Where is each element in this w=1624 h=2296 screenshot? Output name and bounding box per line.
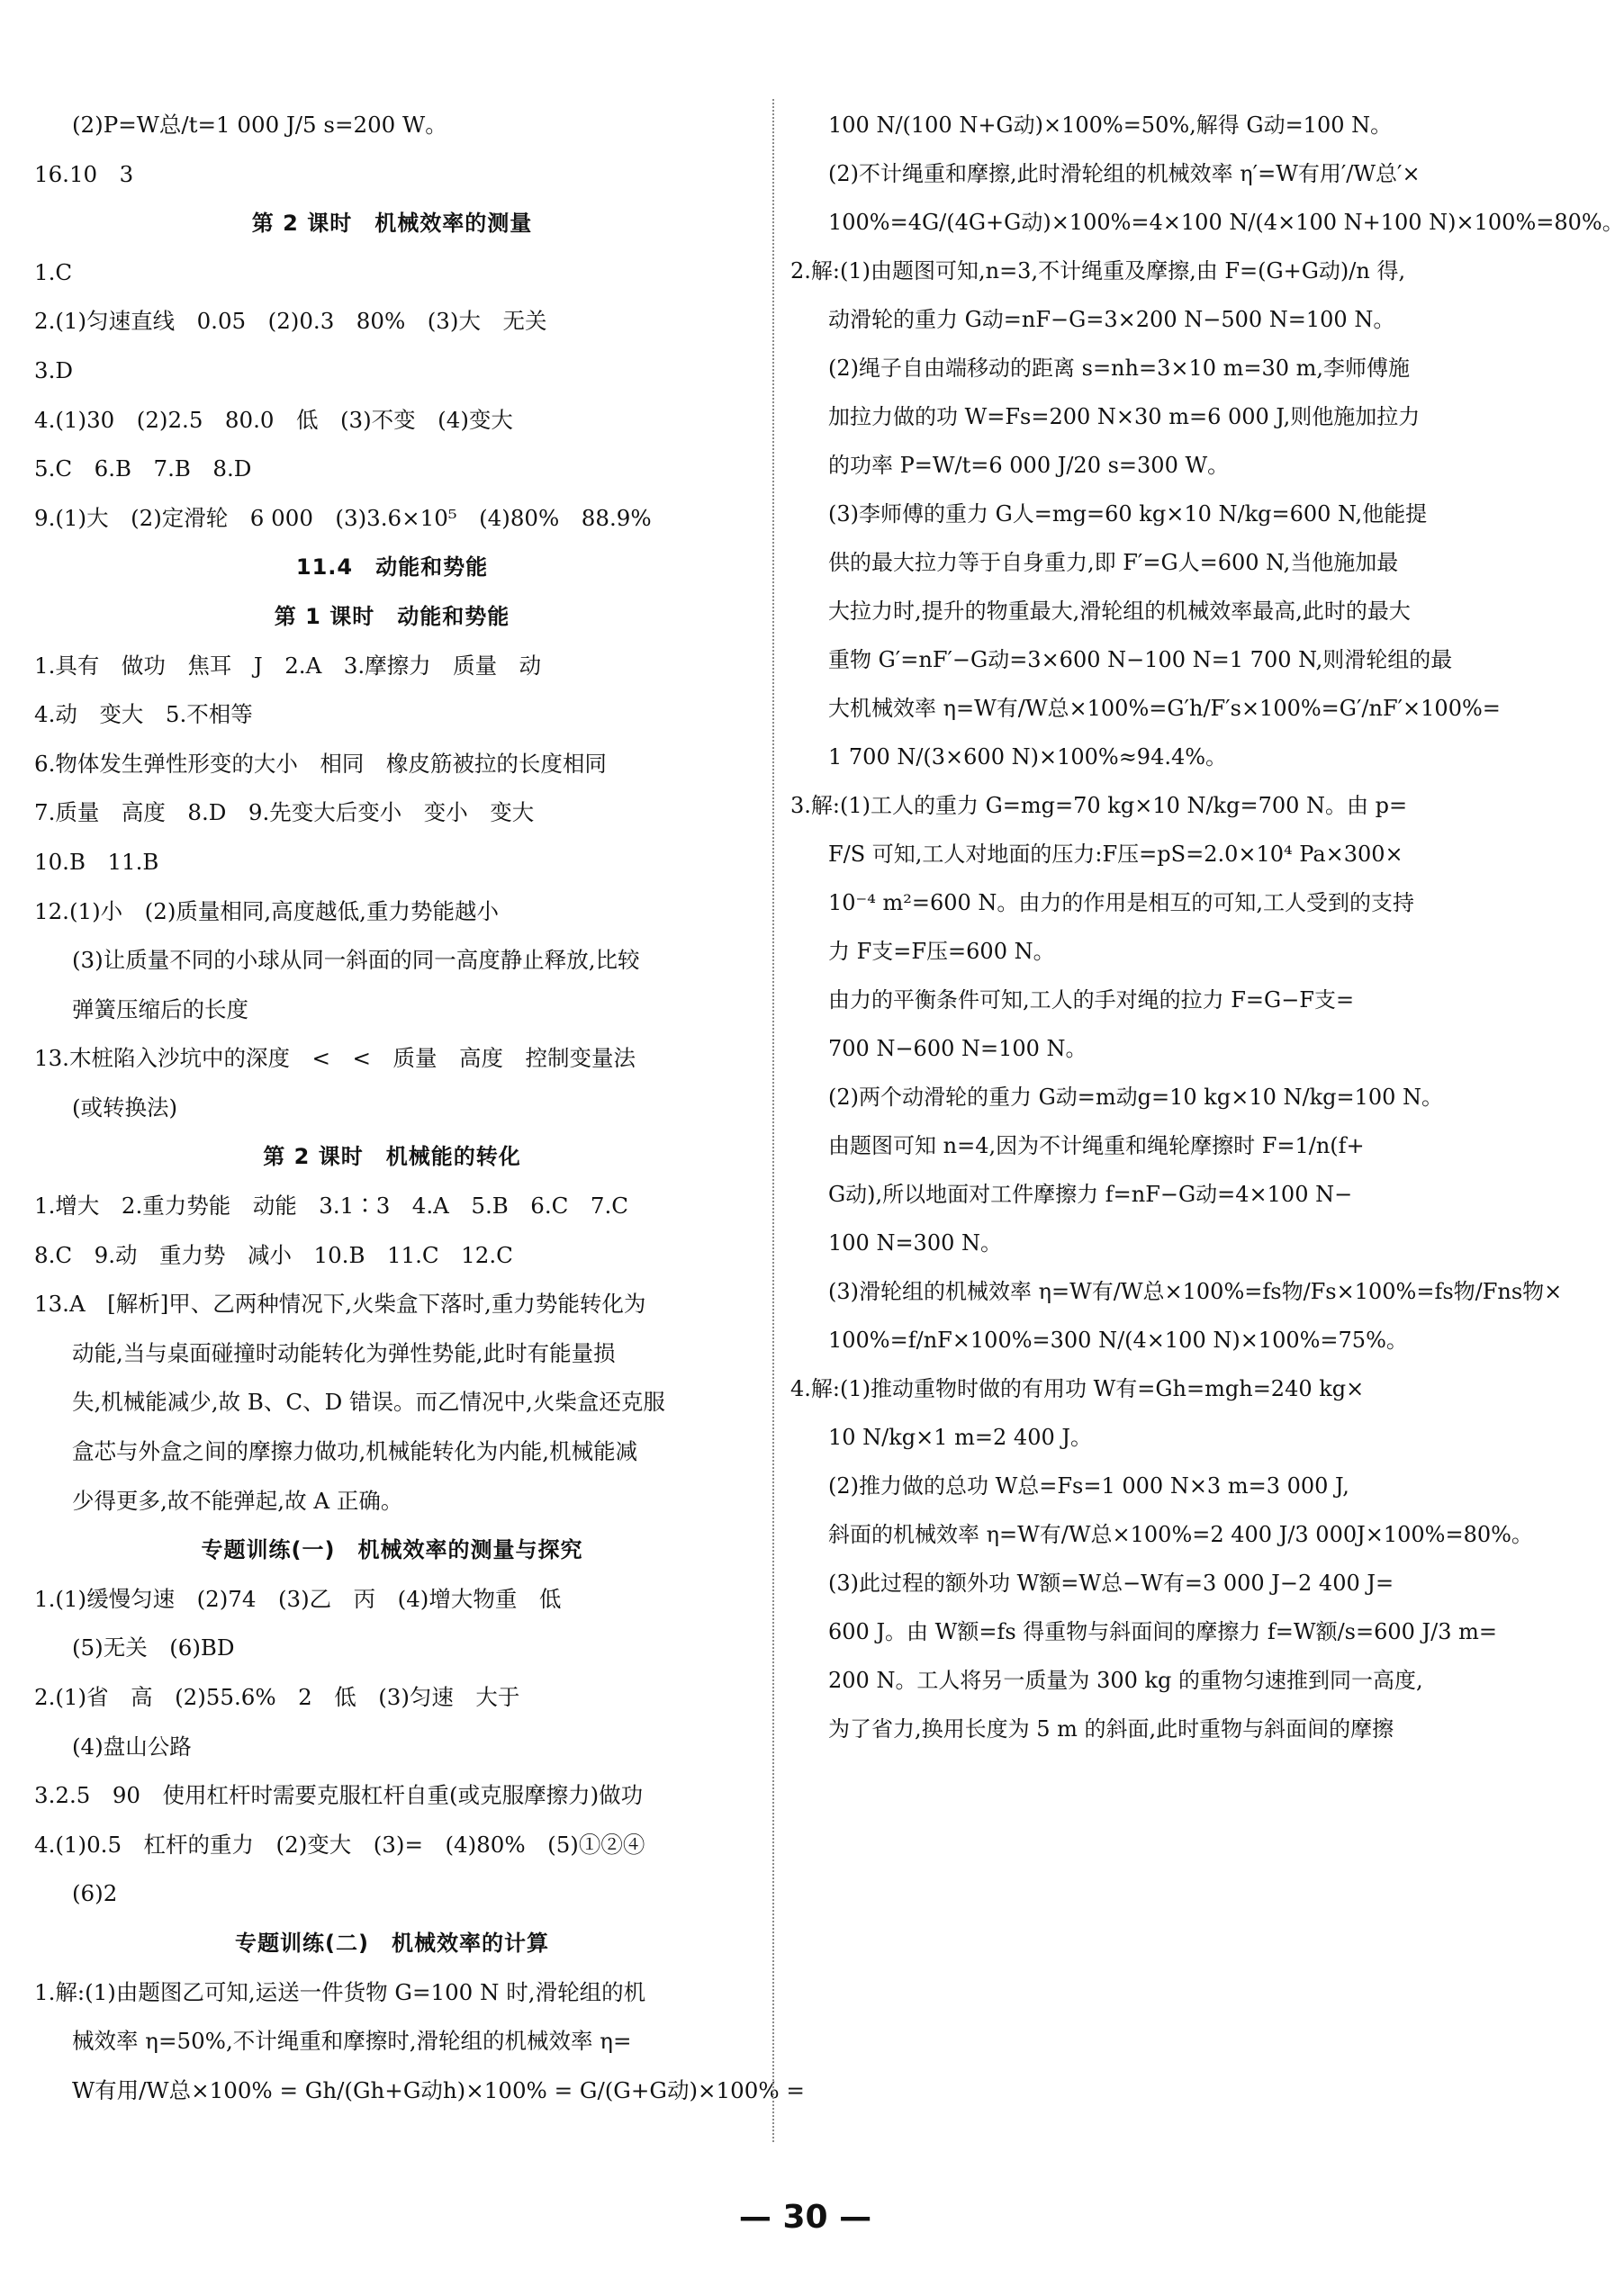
section-heading: 专题训练(一) 机械效率的测量与探究 (201, 1537, 583, 1563)
answer-line: 200 N。工人将另一质量为 300 kg 的重物匀速推到同一高度, (828, 1668, 1423, 1693)
answer-line: (2)不计绳重和摩擦,此时滑轮组的机械效率 η′=W有用′/W总′× (828, 161, 1421, 186)
answer-line: 3.D (34, 356, 74, 383)
answer-line: 2.(1)匀速直线 0.05 (2)0.3 80% (3)大 无关 (34, 308, 547, 335)
answer-line: 1.增大 2.重力势能 动能 3.1∶3 4.A 5.B 6.C 7.C (34, 1193, 628, 1220)
answer-line: 少得更多,故不能弹起,故 A 正确。 (72, 1487, 403, 1514)
answer-line: 100%=4G/(4G+G动)×100%=4×100 N/(4×100 N+100 N)×100%=80%。 (828, 210, 1624, 235)
answer-line: 弹簧压缩后的长度 (72, 995, 248, 1022)
answer-line: 7.质量 高度 8.D 9.先变大后变小 变小 变大 (34, 799, 535, 826)
answer-line: 4.(1)30 (2)2.5 80.0 低 (3)不变 (4)变大 (34, 406, 513, 433)
answer-line: 4.(1)0.5 杠杆的重力 (2)变大 (3)= (4)80% (5)①②④ (34, 1831, 645, 1858)
answer-line: 5.C 6.B 7.B 8.D (34, 455, 252, 482)
answer-line: (2)P=W总/t=1 000 J/5 s=200 W。 (72, 112, 447, 138)
answer-line: 12.(1)小 (2)质量相同,高度越低,重力势能越小 (34, 897, 499, 924)
answer-line: 斜面的机械效率 η=W有/W总×100%=2 400 J/3 000J×100%=80%。 (828, 1522, 1533, 1547)
answer-line: 3.2.5 90 使用杠杆时需要克服杠杆自重(或克服摩擦力)做功 (34, 1782, 644, 1809)
answer-line: 械效率 η=50%,不计绳重和摩擦时,滑轮组的机械效率 η= (72, 2028, 632, 2055)
answer-line: 大拉力时,提升的物重最大,滑轮组的机械效率最高,此时的最大 (828, 599, 1411, 624)
column-divider (772, 99, 774, 2142)
answer-line: (2)两个动滑轮的重力 G动=m动g=10 kg×10 N/kg=100 N。 (828, 1085, 1444, 1110)
section-heading: 11.4 动能和势能 (295, 554, 489, 581)
answer-line: 4.动 变大 5.不相等 (34, 701, 253, 728)
answer-line: 10 N/kg×1 m=2 400 J。 (828, 1425, 1092, 1450)
answer-line: 600 J。由 W额=fs 得重物与斜面间的摩擦力 f=W额/s=600 J/3 m= (828, 1619, 1498, 1644)
answer-line: 1 700 N/(3×600 N)×100%≈94.4%。 (828, 744, 1228, 770)
answer-line: 10⁻⁴ m²=600 N。由力的作用是相互的可知,工人受到的支持 (828, 890, 1415, 915)
answer-line: 3.解:(1)工人的重力 G=mg=70 kg×10 N/kg=700 N。由 p= (790, 793, 1408, 818)
answer-line: 1.具有 做功 焦耳 J 2.A 3.摩擦力 质量 动 (34, 652, 542, 679)
answer-line: 加拉力做的功 W=Fs=200 N×30 m=6 000 J,则他施加拉力 (828, 404, 1421, 429)
answer-line: G动),所以地面对工件摩擦力 f=nF−G动=4×100 N− (828, 1182, 1353, 1207)
answer-line: 100 N=300 N。 (828, 1230, 1002, 1256)
answer-line: 100 N/(100 N+G动)×100%=50%,解得 G动=100 N。 (828, 113, 1393, 138)
answer-line: 动滑轮的重力 G动=nF−G=3×200 N−500 N=100 N。 (828, 307, 1395, 332)
right-column (790, 101, 1624, 1753)
answer-line: (3)让质量不同的小球从同一斜面的同一高度静止释放,比较 (72, 947, 640, 974)
answer-line: 重物 G′=nF′−G动=3×600 N−100 N=1 700 N,则滑轮组的最 (828, 647, 1453, 672)
answer-line: (3)滑轮组的机械效率 η=W有/W总×100%=fs物/Fs×100%=fs物/Fns物× (828, 1279, 1563, 1304)
answer-line: (6)2 (72, 1880, 118, 1907)
answer-line: 6.物体发生弹性形变的大小 相同 橡皮筋被拉的长度相同 (34, 750, 607, 777)
answer-line: 2.解:(1)由题图可知,n=3,不计绳重及摩擦,由 F=(G+G动)/n 得, (790, 258, 1406, 284)
answer-line: (4)盘山公路 (72, 1733, 192, 1760)
answer-line: (3)此过程的额外功 W额=W总−W有=3 000 J−2 400 J= (828, 1571, 1394, 1596)
answer-line: 由题图可知 n=4,因为不计绳重和绳轮摩擦时 F=1/n(f+ (828, 1133, 1365, 1158)
left-column (34, 101, 805, 2115)
answer-line: 16.10 3 (34, 160, 134, 187)
section-heading: 专题训练(二) 机械效率的计算 (235, 1930, 549, 1956)
answer-line: (2)绳子自由端移动的距离 s=nh=3×10 m=30 m,李师傅施 (828, 356, 1411, 381)
answer-line: 力 F支=F压=600 N。 (828, 939, 1055, 964)
answer-line: 9.(1)大 (2)定滑轮 6 000 (3)3.6×10⁵ (4)80% 88.9% (34, 504, 652, 531)
answer-line: 1.C (34, 258, 73, 285)
answer-line: F/S 可知,工人对地面的压力:F压=pS=2.0×10⁴ Pa×300× (828, 842, 1403, 867)
answer-line: (2)推力做的总功 W总=Fs=1 000 N×3 m=3 000 J, (828, 1473, 1349, 1499)
answer-line: W有用/W总×100% = Gh/(Gh+G动h)×100% = G/(G+G动)×100% = (72, 2076, 805, 2103)
answer-line: 盒芯与外盒之间的摩擦力做功,机械能转化为内能,机械能减 (72, 1438, 638, 1465)
answer-line: (或转换法) (72, 1094, 178, 1121)
answer-line: 的功率 P=W/t=6 000 J/20 s=300 W。 (828, 453, 1230, 478)
answer-line: 动能,当与桌面碰撞时动能转化为弹性势能,此时有能量损 (72, 1339, 616, 1366)
answer-line: 13.木桩陷入沙坑中的深度 < < 质量 高度 控制变量法 (34, 1045, 636, 1072)
answer-line: 为了省力,换用长度为 5 m 的斜面,此时重物与斜面间的摩擦 (828, 1716, 1394, 1742)
answer-line: 失,机械能减少,故 B、C、D 错误。而乙情况中,火柴盒还克服 (72, 1389, 665, 1416)
page-number: — 30 — (738, 2199, 872, 2236)
answer-line: 1.解:(1)由题图乙可知,运送一件货物 G=100 N 时,滑轮组的机 (34, 1978, 646, 2005)
answer-line: 由力的平衡条件可知,工人的手对绳的拉力 F=G−F支= (828, 987, 1355, 1013)
answer-line: 8.C 9.动 重力势 减小 10.B 11.C 12.C (34, 1241, 513, 1268)
answer-line: 700 N−600 N=100 N。 (828, 1036, 1087, 1061)
answer-line: 供的最大拉力等于自身重力,即 F′=G人=600 N,当他施加最 (828, 550, 1399, 575)
section-heading: 第 1 课时 动能和势能 (274, 603, 510, 629)
answer-line: (5)无关 (6)BD (72, 1634, 235, 1661)
section-heading: 第 2 课时 机械效率的测量 (251, 211, 533, 237)
section-heading: 第 2 课时 机械能的转化 (263, 1144, 521, 1170)
answer-line: 100%=f/nF×100%=300 N/(4×100 N)×100%=75%。 (828, 1328, 1408, 1353)
answer-line: 10.B 11.B (34, 848, 159, 875)
answer-line: (3)李师傅的重力 G人=mg=60 kg×10 N/kg=600 N,他能提 (828, 501, 1428, 527)
answer-line: 13.A [解析]甲、乙两种情况下,火柴盒下落时,重力势能转化为 (34, 1291, 646, 1318)
answer-line: 2.(1)省 高 (2)55.6% 2 低 (3)匀速 大于 (34, 1684, 520, 1710)
answer-line: 大机械效率 η=W有/W总×100%=G′h/F′s×100%=G′/nF′×100%= (828, 696, 1501, 721)
answer-line: 4.解:(1)推动重物时做的有用功 W有=Gh=mgh=240 kg× (790, 1376, 1365, 1401)
answer-line: 1.(1)缓慢匀速 (2)74 (3)乙 丙 (4)增大物重 低 (34, 1585, 562, 1612)
